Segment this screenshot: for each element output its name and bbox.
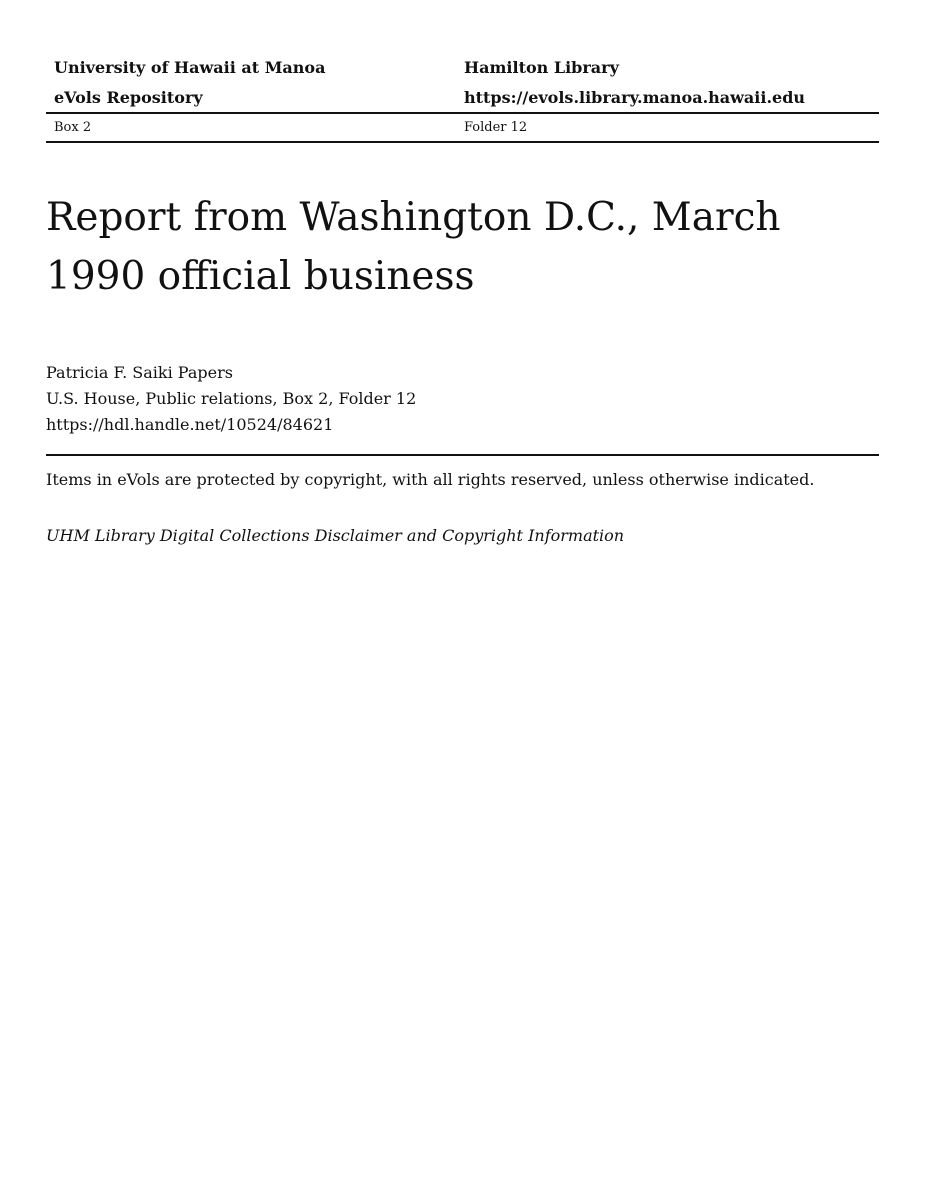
document-title: Report from Washington D.C., March 1990 official business bbox=[46, 195, 781, 299]
folder-label: Folder 12 bbox=[464, 120, 528, 135]
handle-link[interactable]: https://hdl.handle.net/10524/84621 bbox=[46, 415, 334, 434]
rights-divider bbox=[46, 454, 879, 456]
header-row-2 bbox=[46, 82, 879, 112]
repository-url[interactable]: https://evols.library.manoa.hawaii.edu bbox=[464, 87, 806, 107]
institution-name: University of Hawaii at Manoa bbox=[54, 57, 326, 77]
disclaimer-link[interactable]: UHM Library Digital Collections Disclaimer and Copyright Information bbox=[46, 526, 625, 545]
header-row-1 bbox=[46, 52, 879, 82]
collection-name: Patricia F. Saiki Papers bbox=[46, 363, 233, 382]
repository-name: eVols Repository bbox=[54, 87, 203, 107]
box-label: Box 2 bbox=[54, 120, 92, 135]
library-name: Hamilton Library bbox=[464, 57, 619, 77]
header-bottom-divider bbox=[46, 141, 879, 143]
header-row-3 bbox=[46, 114, 879, 141]
rights-statement: Items in eVols are protected by copyright, with all rights reserved, unless otherwise indicated. bbox=[46, 470, 815, 489]
document-header bbox=[46, 52, 879, 143]
series-info: U.S. House, Public relations, Box 2, Folder 12 bbox=[46, 389, 417, 408]
document-metadata bbox=[46, 360, 416, 438]
